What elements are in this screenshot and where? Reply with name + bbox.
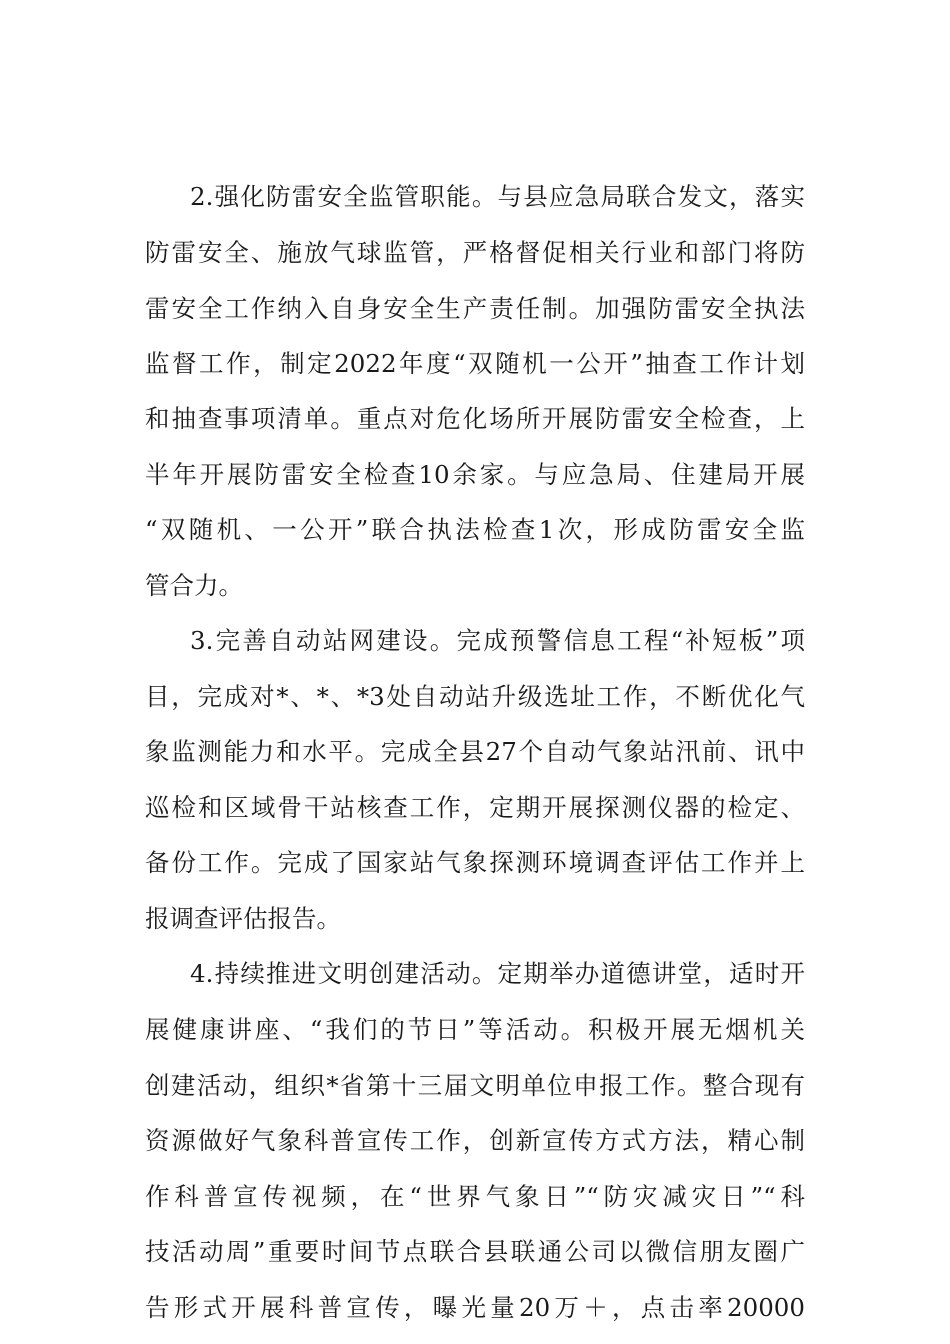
paragraph-2-line-4: 监督工作，制定2022年度“双随机一公开”抽查工作计划: [145, 349, 805, 378]
paragraph-4-line-2: 展健康讲座、“我们的节日”等活动。积极开展无烟机关: [145, 1015, 805, 1044]
paragraph-2-line-2: 防雷安全、施放气球监管，严格督促相关行业和部门将防: [145, 238, 805, 267]
paragraph-3-line-5: 备份工作。完成了国家站气象探测环境调查评估工作并上: [145, 848, 805, 877]
paragraph-3-line-3: 象监测能力和水平。完成全县27个自动气象站汛前、讯中: [145, 737, 805, 766]
paragraph-3-line-4: 巡检和区域骨干站核查工作，定期开展探测仪器的检定、: [145, 793, 805, 822]
paragraph-3-line-2: 目，完成对*、*、*3处自动站升级选址工作，不断优化气: [145, 682, 805, 711]
paragraph-4-line-5: 作科普宣传视频，在“世界气象日”“防灾减灾日”“科: [145, 1182, 805, 1211]
paragraph-2-line-5: 和抽查事项清单。重点对危化场所开展防雷安全检查，上: [145, 404, 805, 433]
paragraph-3-line-6: 报调查评估报告。: [145, 904, 341, 933]
paragraph-4-line-6: 技活动周”重要时间节点联合县联通公司以微信朋友圈广: [145, 1237, 805, 1266]
paragraph-4-line-7: 告形式开展科普宣传，曝光量20万＋，点击率20000: [145, 1293, 805, 1322]
paragraph-4-line-3: 创建活动，组织*省第十三届文明单位申报工作。整合现有: [145, 1071, 805, 1100]
paragraph-2-line-3: 雷安全工作纳入自身安全生产责任制。加强防雷安全执法: [145, 294, 805, 323]
paragraph-2-line-8: 管合力。: [145, 571, 243, 600]
paragraph-3-line-1: 3.完善自动站网建设。完成预警信息工程“补短板”项: [190, 626, 805, 655]
paragraph-2-line-7: “双随机、一公开”联合执法检查1次，形成防雷安全监: [145, 515, 805, 544]
paragraph-2-line-1: 2.强化防雷安全监管职能。与县应急局联合发文，落实: [190, 182, 805, 211]
paragraph-4-line-4: 资源做好气象科普宣传工作，创新宣传方式方法，精心制: [145, 1126, 805, 1155]
paragraph-4-line-1: 4.持续推进文明创建活动。定期举办道德讲堂，适时开: [190, 959, 805, 988]
paragraph-2-line-6: 半年开展防雷安全检查10余家。与应急局、住建局开展: [145, 460, 805, 489]
